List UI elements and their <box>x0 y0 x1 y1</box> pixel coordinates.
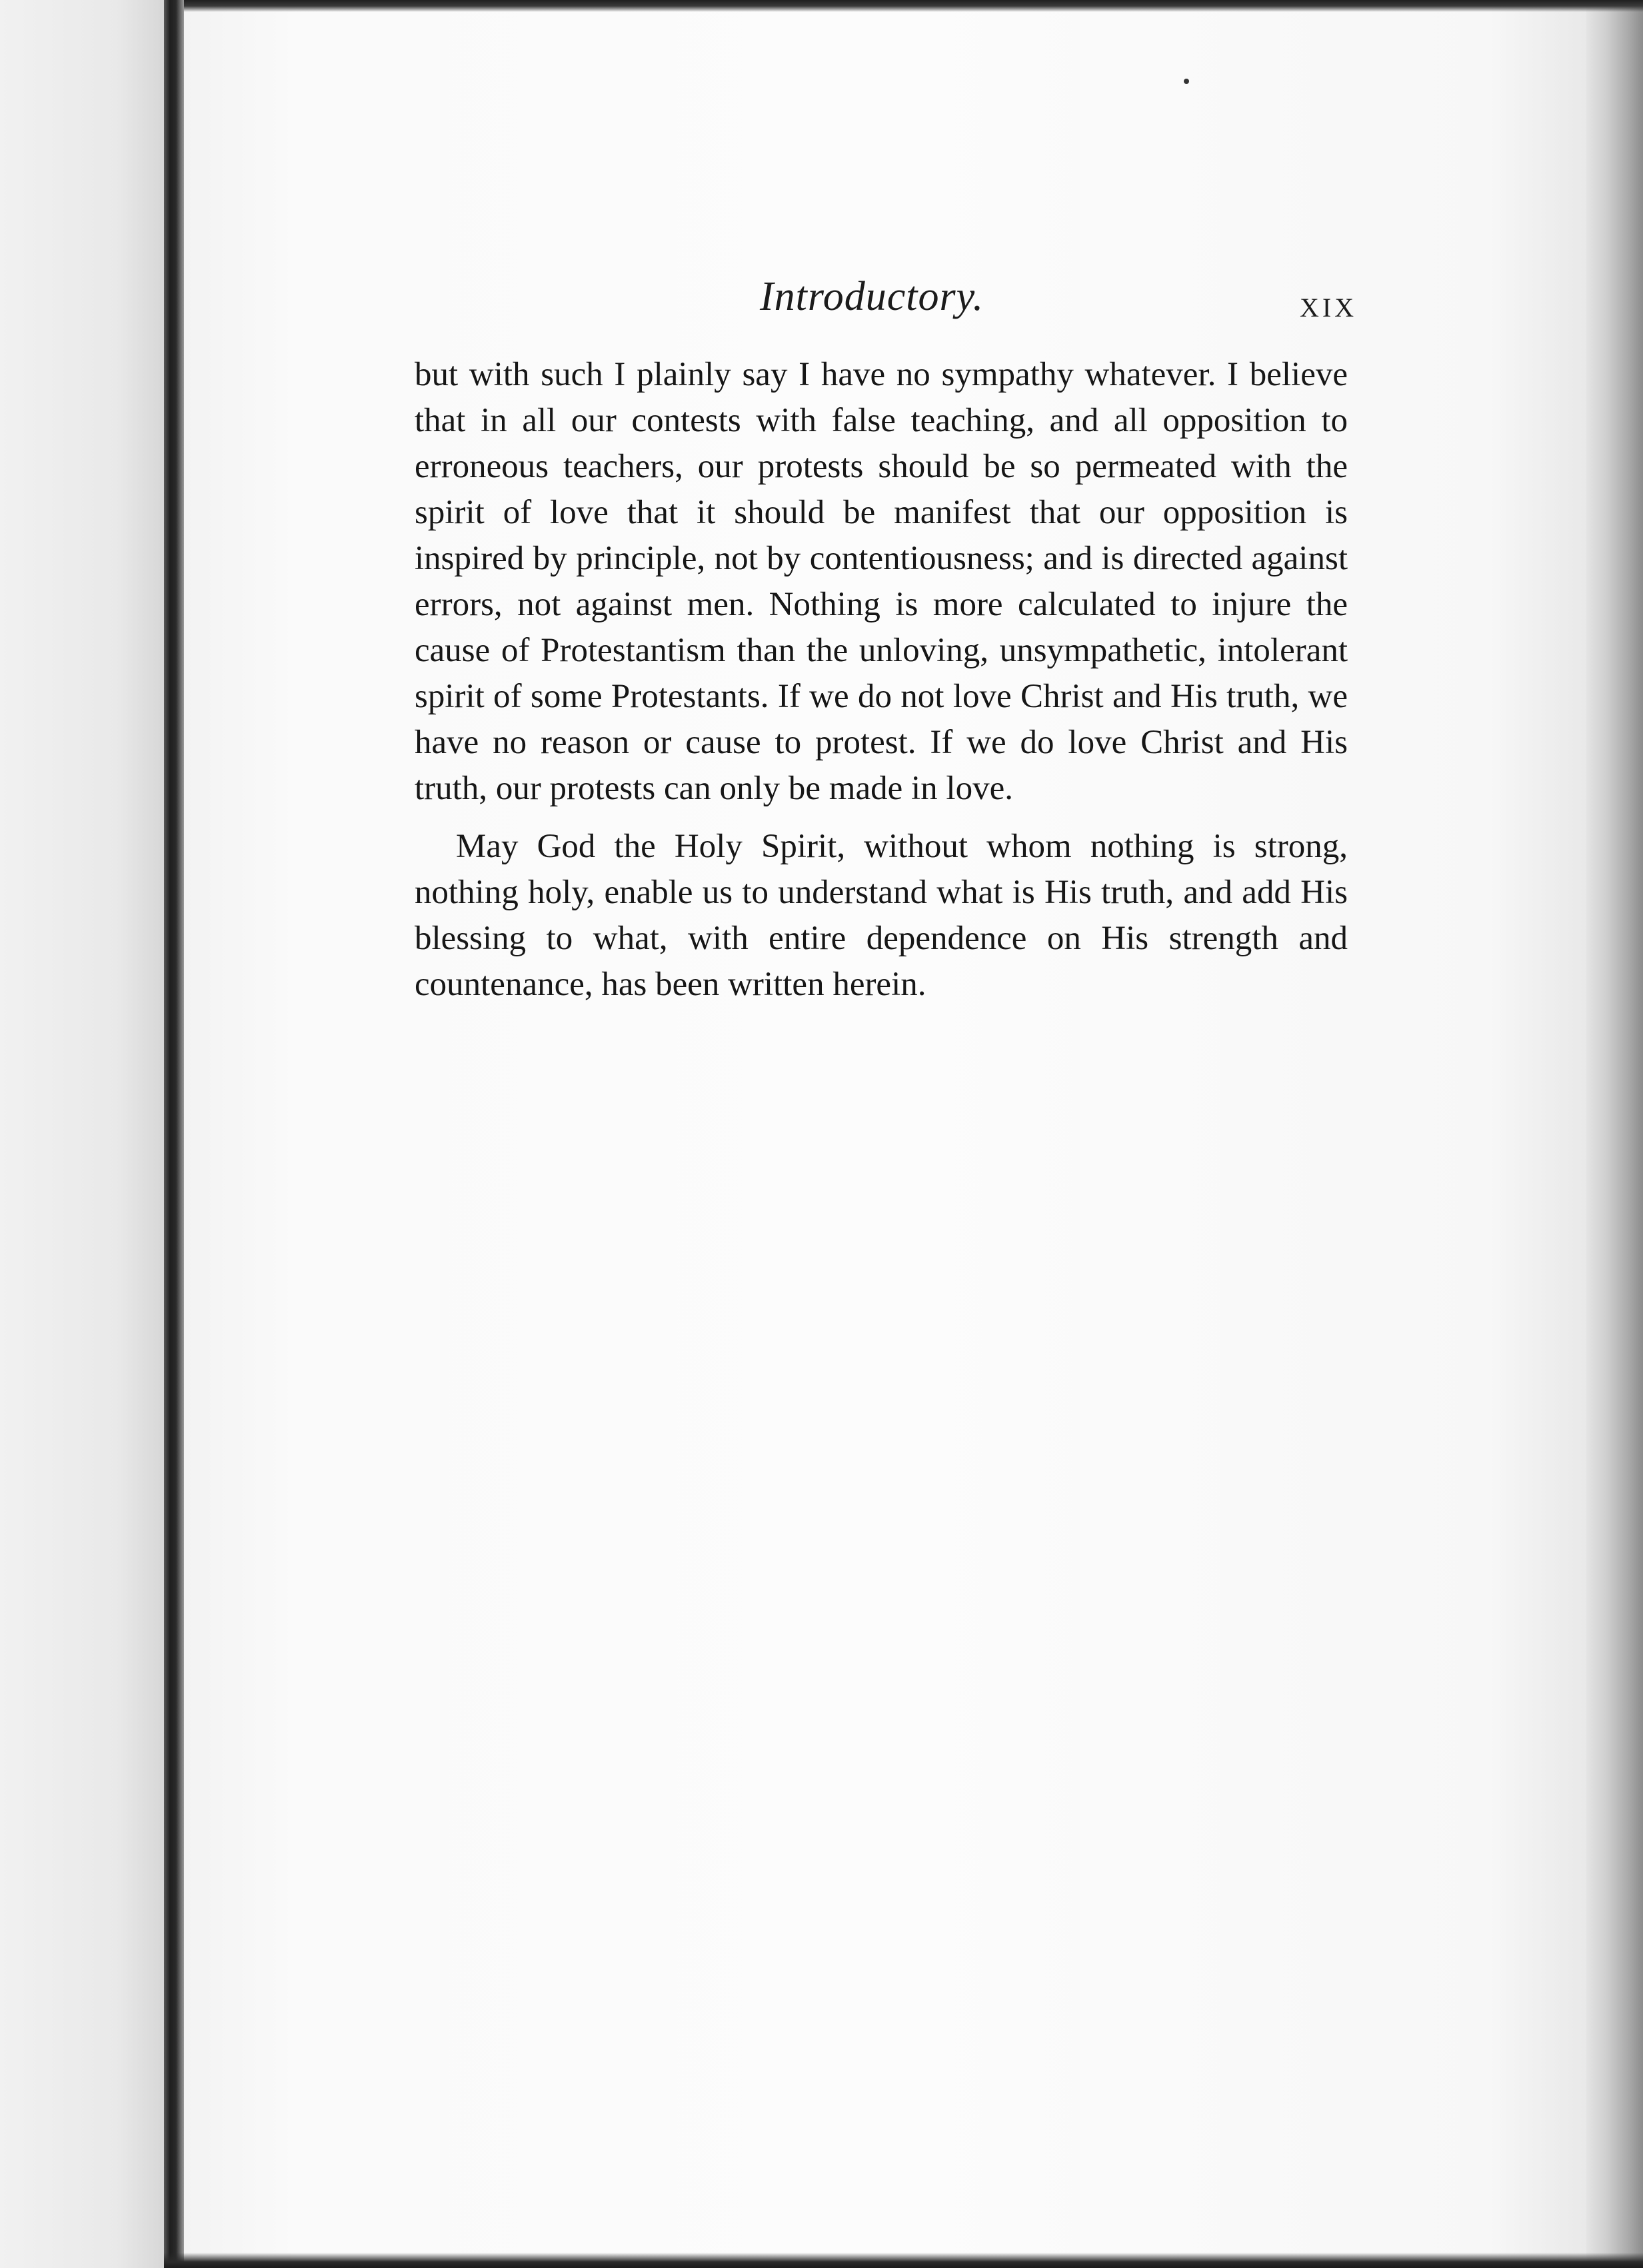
dust-speck <box>1184 79 1189 84</box>
facing-page-edge <box>0 0 167 2268</box>
paragraph: but with such I plainly say I have no sympathy whatever. I believe that in all our contests with false teaching, and all opposition to erroneous teachers, our protests should be so permeated with the spirit of love that it should be manifest that our opposition is inspired by principle, not by contentiousness; and is directed against errors, not against men. Nothing is more calculated to injure the cause of Protestantism than the unloving, unsympathetic, intolerant spirit of some Protestants. If we do not love Christ and His truth, we have no reason or cause to protest. If we do love Christ and His truth, our protests can only be made in love. <box>415 356 1348 807</box>
running-head-title: Introductory. <box>760 274 984 319</box>
page-number: XIX <box>1300 293 1358 323</box>
paragraph: May God the Holy Spirit, without whom nothing is strong, nothing holy, enable us to understand what is His truth, and add His blessing to what, with entire dependence on His strength and countenance, has been written herein. <box>415 828 1348 1003</box>
book-page <box>184 0 1604 2268</box>
page-bottom-edge <box>164 2253 1643 2268</box>
body-text <box>415 352 1348 1008</box>
page-top-edge <box>184 0 1643 12</box>
page-right-edge <box>1586 0 1643 2268</box>
book-gutter <box>164 0 184 2268</box>
